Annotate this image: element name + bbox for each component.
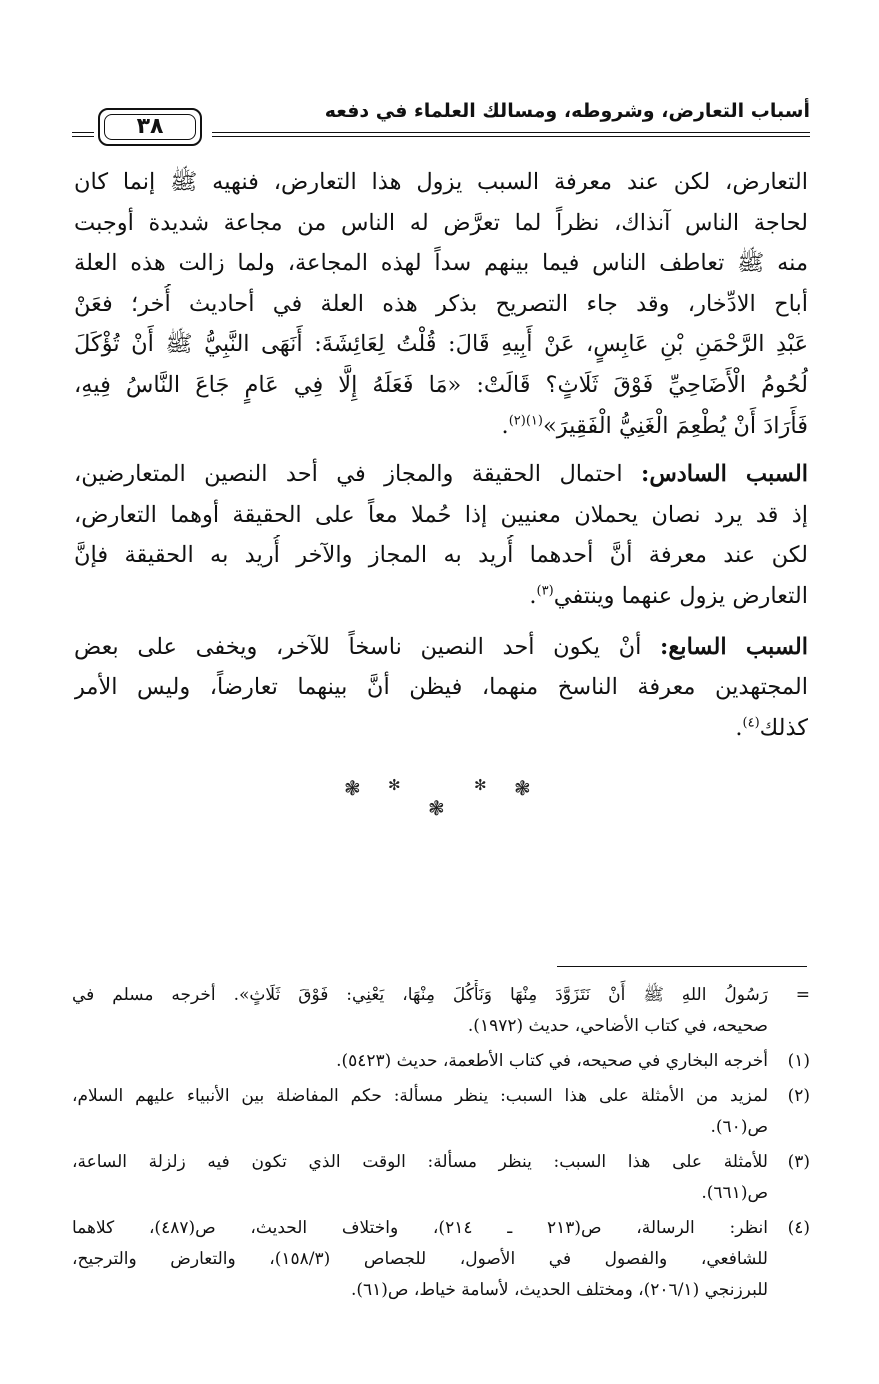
page-number-frame [98,108,202,146]
star-ornament-icon: ✻ [474,776,487,794]
text-line: المجتهدين معرفة الناسخ منهما، فيظن أنَّ بينهما تعارضاً، وليس الأمر [74,674,808,701]
footnote-line: للبرزنجي (٢٠٦/١)، ومختلف الحديث، لأسامة خياط، ص(٦١). [350,1280,768,1300]
footnote-continuation [72,980,810,1042]
header-rule-left [72,132,94,137]
text-line: منه ﷺ تعاطف الناس فيما بينهم سداً لهذه المجاعة، ولما زالت هذه العلة [74,250,808,277]
header-rule [212,132,810,137]
paragraph-reason-seven [74,627,808,749]
footnote-ref: (٤) [742,715,760,731]
text-line: أباح الادِّخار، وقد جاء التصريح بذكر هذه العلة في أحاديث أُخر؛ فعَنْ [74,290,808,317]
footnotes [72,980,810,1310]
footnote-4 [72,1213,810,1306]
footnote-rule [557,966,807,967]
text-line [74,454,808,495]
reason-six-text: احتمال الحقيقة والمجاز في أحد النصين المتعارضين، [74,461,623,488]
text-line [74,576,808,617]
text-line: لُحُومُ الْأَضَاحِيِّ فَوْقَ ثَلَاثٍ؟ قَالَتْ: «مَا فَعَلَهُ إِلَّا فِي عَامٍ جَاعَ النَّاسُ فِيهِ، [74,371,808,398]
footnote-ref: (١)(٢) [508,413,543,429]
flower-ornament-icon: ❃ [514,776,531,800]
footnote-number: (٤) [787,1218,810,1238]
reason-seven-end: كذلك [759,714,808,741]
main-text [74,162,808,758]
star-ornament-icon: ✻ [388,776,401,794]
footnote-line: انظر: الرسالة، ص(٢١٣ ـ ٢١٤)، واختلاف الحديث، ص(٤٨٧)، كلاهما [72,1218,768,1238]
reason-six-label: السبب السادس: [641,461,808,488]
footnote-3 [72,1147,810,1209]
hadith-end: فَأَرَادَ أَنْ يُطْعِمَ الْغَنِيُّ الْفَقِيرَ» [542,412,808,439]
running-title: أسباب التعارض، وشروطه، ومسالك العلماء في دفعه [324,100,810,122]
text-line: التعارض، لكن عند معرفة السبب يزول هذا التعارض، فنهيه ﷺ إنما كان [74,169,808,195]
text-line: لكن عند معرفة أنَّ أحدهما أُريد به المجاز والآخر أُريد به الحقيقة فإنَّ [74,542,808,569]
footnote-line: أخرجه البخاري في صحيحه، في كتاب الأطعمة، حديث (٥٤٢٣). [336,1051,768,1071]
flower-ornament-icon: ❃ [344,776,361,800]
footnote-number: (٢) [787,1086,810,1106]
section-separator [340,770,540,820]
footnote-ref: (٣) [536,583,554,599]
footnote-line: رَسُولُ اللهِ ﷺ أَنْ نَتَزَوَّدَ مِنْهَا وَنَأْكُلَ مِنْهَا، يَعْنِي: فَوْقَ ثَلَاثٍ». أخرجه مسلم في [72,985,768,1005]
footnote-1 [72,1046,810,1077]
page-header [72,96,810,158]
paragraph-reason-six [74,454,808,616]
text-line: عَبْدِ الرَّحْمَنِ بْنِ عَابِسٍ، عَنْ أَبِيهِ قَالَ: قُلْتُ لِعَائِشَةَ: أَنَهَى النَّبِيُّ ﷺ أَنْ تُؤْكَلَ [74,331,808,358]
text-line [74,627,808,668]
footnote-line: للأمثلة على هذا السبب: ينظر مسألة: الوقت الذي تكون فيه زلزلة الساعة، [72,1152,768,1172]
footnote-2 [72,1081,810,1143]
reason-seven-text: أنْ يكون أحد النصين ناسخاً للآخر، ويخفى على بعض [74,633,642,660]
continuation-mark: = [795,985,810,1005]
period: . [501,412,509,439]
footnote-line: صحيحه، في كتاب الأضاحي، حديث (١٩٧٢). [467,1016,768,1036]
period: . [735,714,743,741]
footnote-line: للشافعي، والفصول في الأصول، للجصاص (١٥٨/٣)، والتعارض والترجيح، [72,1249,768,1269]
footnote-number: (١) [787,1051,810,1071]
paragraph-hadith [74,162,808,446]
text-line: لحاجة الناس آنذاك، نظراً لما تعرَّض له الناس من مجاعة شديدة أوجبت [74,209,808,236]
text-line [74,708,808,749]
footnote-number: (٣) [787,1152,810,1172]
footnote-line: ص(٦٠). [710,1117,768,1137]
reason-seven-label: السبب السابع: [660,633,808,660]
footnote-line: لمزيد من الأمثلة على هذا السبب: ينظر مسألة: حكم المفاضلة بين الأنبياء عليهم السلام، [72,1086,768,1106]
text-line: إذ قد يرد نصان يحملان معنيين إذا حُملا معاً على الحقيقة أوهما التعارض، [74,501,808,528]
footnote-line: ص(٦٦١). [701,1183,768,1203]
flower-ornament-icon: ❃ [428,796,445,820]
reason-six-end: التعارض يزول عنهما وينتفي [553,582,808,609]
period: . [529,582,537,609]
text-line [74,406,808,447]
page-number: ٣٨ [136,114,164,139]
